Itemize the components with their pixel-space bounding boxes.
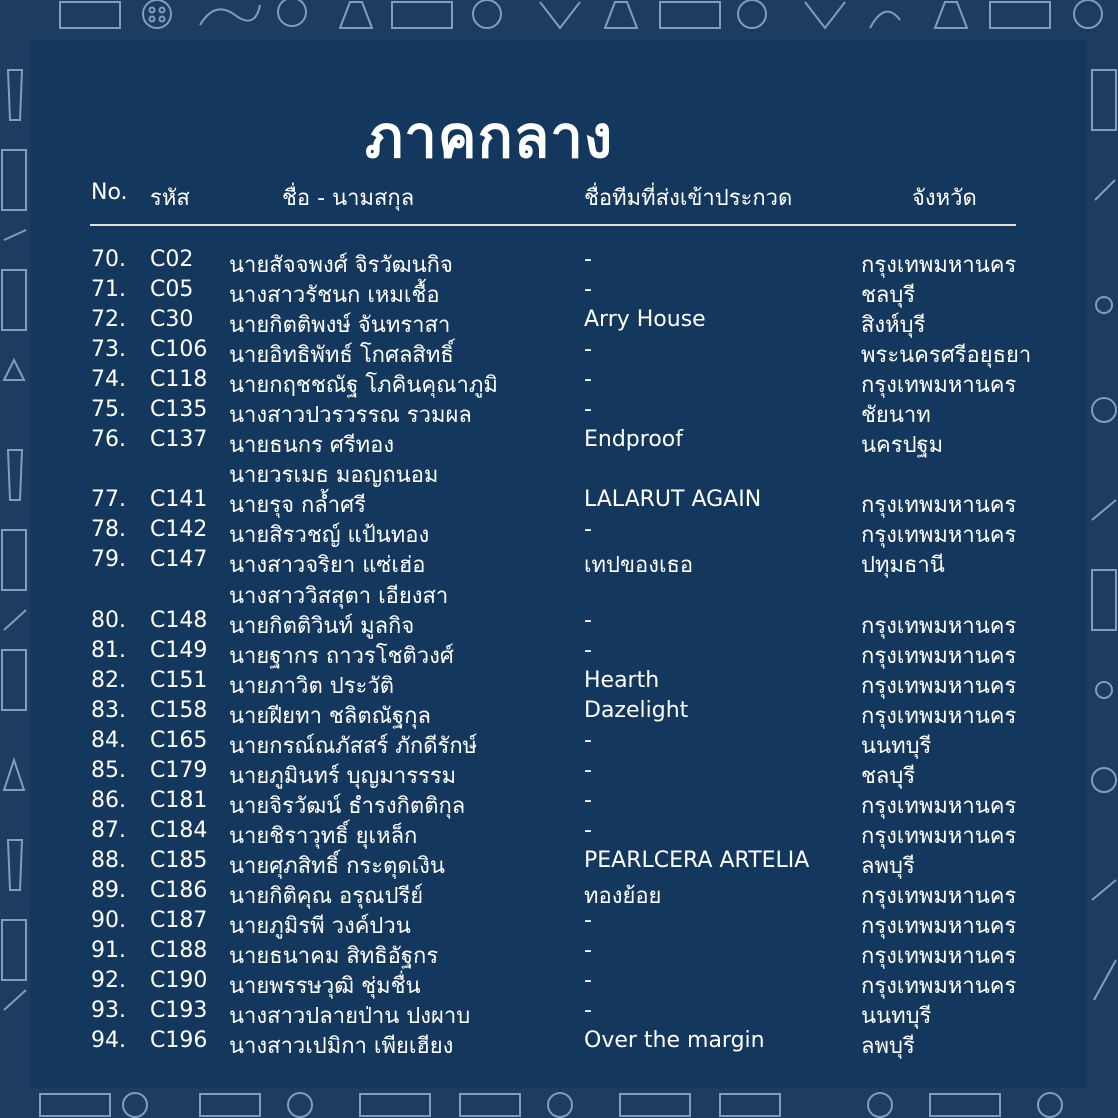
row-team: - (584, 517, 592, 542)
row-team: - (584, 638, 592, 663)
header-divider (90, 224, 1016, 226)
row-code: C196 (150, 1028, 208, 1053)
button-icon (1074, 0, 1102, 28)
header-team: ชื่อทีมที่ส่งเข้าประกวด (584, 186, 793, 211)
row-code: C158 (150, 698, 208, 723)
table-row (0, 758, 1118, 788)
row-name: นายภูมิรพี วงค์ปวน (229, 914, 411, 939)
row-name: นายธนกร ศรีทอง (229, 433, 395, 458)
table-row (0, 487, 1118, 517)
table-row (0, 668, 1118, 698)
table-row (0, 427, 1118, 457)
row-name: นายสัจจพงศ์ จิรวัฒนกิจ (229, 253, 453, 278)
table-row (0, 908, 1118, 938)
row-name: นายพรรษวุฒิ ชุ่มชื่น (229, 974, 421, 999)
row-province: กรุงเทพมหานคร (861, 704, 1017, 729)
row-province: กรุงเทพมหานคร (861, 253, 1017, 278)
row-team: Over the margin (584, 1028, 765, 1053)
row-team: LALARUT AGAIN (584, 487, 762, 512)
row-number: 88. (91, 848, 126, 873)
header-name: ชื่อ - นามสกุล (282, 186, 415, 211)
row-number: 91. (91, 938, 126, 963)
row-number: 80. (91, 608, 126, 633)
row-province: ลพบุรี (861, 1034, 915, 1059)
table-row (0, 878, 1118, 908)
row-team: ทองย้อย (584, 884, 662, 909)
row-number: 79. (91, 547, 126, 572)
row-number: 92. (91, 968, 126, 993)
row-code: C179 (150, 758, 208, 783)
row-team: Arry House (584, 307, 706, 332)
iron-icon (620, 1094, 690, 1116)
row-number: 72. (91, 307, 126, 332)
yarn-ball-icon (278, 0, 306, 26)
table-row (0, 1028, 1118, 1058)
row-code: C181 (150, 788, 208, 813)
row-province: กรุงเทพมหานคร (861, 614, 1017, 639)
row-code: C147 (150, 547, 208, 572)
row-team: เทปของเธอ (584, 553, 694, 578)
button-icon (123, 1093, 147, 1117)
row-name: นางสาวรัชนก เหมเชื้อ (229, 283, 440, 308)
table-row (0, 247, 1118, 277)
row-team: - (584, 998, 592, 1023)
scissors-icon (540, 2, 580, 28)
row-team: - (584, 908, 592, 933)
row-team: - (584, 367, 592, 392)
row-team: - (584, 758, 592, 783)
row-name: นายกฤชชณัฐ โภคินคุณาภูมิ (229, 373, 498, 398)
row-team: - (584, 337, 592, 362)
row-code: C165 (150, 728, 208, 753)
row-code: C30 (150, 307, 194, 332)
row-code: C193 (150, 998, 208, 1023)
header-no: No. (91, 180, 128, 205)
row-province: ชลบุรี (861, 764, 916, 789)
row-code: C02 (150, 247, 194, 272)
row-province: กรุงเทพมหานคร (861, 914, 1017, 939)
row-team: - (584, 788, 592, 813)
thread-icon (200, 5, 260, 25)
row-province: นครปฐม (861, 433, 944, 458)
row-province: กรุงเทพมหานคร (861, 373, 1017, 398)
table-row (0, 608, 1118, 638)
table-row (0, 698, 1118, 728)
row-name: นางสาววิสสุตา เอียงสา (229, 584, 449, 609)
row-code: C186 (150, 878, 208, 903)
row-province: ชัยนาท (861, 403, 931, 428)
row-name: นายจิรวัฒน์ ธำรงกิตติกุล (229, 794, 466, 819)
row-province: นนทบุรี (861, 734, 932, 759)
iron-icon (40, 1094, 110, 1116)
button-icon (143, 0, 171, 28)
row-province: ปทุมธานี (861, 553, 945, 578)
header-province: จังหวัด (912, 186, 977, 211)
row-province: กรุงเทพมหานคร (861, 884, 1017, 909)
row-province: พระนครศรีอยุธยา (861, 343, 1032, 368)
row-province: กรุงเทพมหานคร (861, 974, 1017, 999)
row-name: นายกรณ์ณภัสสร์ ภักดีรักษ์ (229, 734, 478, 759)
row-province: ลพบุรี (861, 854, 915, 879)
row-name: นายกิตติพงษ์ จันทราสา (229, 313, 451, 338)
row-number: 78. (91, 517, 126, 542)
row-team: - (584, 608, 592, 633)
row-name: นายภาวิต ประวัติ (229, 674, 395, 699)
row-province: กรุงเทพมหานคร (861, 644, 1017, 669)
row-name: นายฝียทา ชลิตณัฐกุล (229, 704, 431, 729)
table-row (0, 547, 1118, 577)
scissors-icon (805, 2, 845, 28)
button-icon (1038, 1093, 1062, 1117)
row-code: C148 (150, 608, 208, 633)
table-row (0, 457, 1118, 487)
row-name: นายศุภสิทธิ์ กระตุดเงิน (229, 854, 445, 879)
row-number: 86. (91, 788, 126, 813)
ruler-icon (60, 2, 120, 28)
ruler-icon (720, 1094, 780, 1116)
ruler-icon (392, 2, 452, 28)
row-number: 71. (91, 277, 126, 302)
row-province: นนทบุรี (861, 1004, 932, 1029)
ruler-icon (990, 2, 1050, 28)
table-row (0, 397, 1118, 427)
table-row (0, 337, 1118, 367)
row-province: กรุงเทพมหานคร (861, 493, 1017, 518)
row-name: นายสิรวชญ์ แป้นทอง (229, 523, 430, 548)
pincushion-icon (868, 1093, 892, 1117)
row-team: - (584, 247, 592, 272)
header-code: รหัส (150, 186, 190, 211)
row-province: สิงห์บุรี (861, 313, 926, 338)
row-team: PEARLCERA ARTELIA (584, 848, 810, 873)
row-team: - (584, 397, 592, 422)
row-team: - (584, 818, 592, 843)
ruler-icon (460, 1094, 520, 1116)
row-code: C05 (150, 277, 194, 302)
row-name: นายรุจ กล้ำศรี (229, 493, 366, 518)
table-row (0, 938, 1118, 968)
ruler-icon (660, 2, 720, 28)
row-code: C185 (150, 848, 208, 873)
row-code: C190 (150, 968, 208, 993)
dress-form-icon (8, 70, 22, 120)
row-name: นายวรเมธ มอญถนอม (229, 463, 439, 488)
table-row (0, 728, 1118, 758)
table-row (0, 968, 1118, 998)
button-icon (288, 1093, 312, 1117)
row-team: - (584, 968, 592, 993)
row-team: - (584, 728, 592, 753)
row-name: นายธนาคม สิทธิอัฐกร (229, 944, 439, 969)
row-code: C184 (150, 818, 208, 843)
button-icon (548, 1093, 572, 1117)
row-name: นายภูมินทร์ บุญมารรรม (229, 764, 457, 789)
row-name: นางสาวจริยา แซ่เฮ่อ (229, 553, 426, 578)
row-code: C187 (150, 908, 208, 933)
table-row (0, 517, 1118, 547)
table-row (0, 788, 1118, 818)
row-province: กรุงเทพมหานคร (861, 824, 1017, 849)
row-number: 90. (91, 908, 126, 933)
ruler-icon (200, 1094, 260, 1116)
row-number: 94. (91, 1028, 126, 1053)
iron-icon (360, 1094, 430, 1116)
row-team: - (584, 938, 592, 963)
button-icon (473, 0, 501, 28)
needle-icon (870, 12, 900, 28)
row-province: กรุงเทพมหานคร (861, 944, 1017, 969)
table-row (0, 578, 1118, 608)
row-number: 74. (91, 367, 126, 392)
row-number: 89. (91, 878, 126, 903)
needle-icon (4, 230, 26, 240)
button-icon (738, 0, 766, 28)
table-row (0, 638, 1118, 668)
row-code: C135 (150, 397, 208, 422)
row-code: C106 (150, 337, 208, 362)
row-name: นายฐากร ถาวรโชติวงศ์ (229, 644, 454, 669)
row-province: กรุงเทพมหานคร (861, 674, 1017, 699)
row-number: 82. (91, 668, 126, 693)
row-name: นายอิทธิพัทธ์ โกศลสิทธิ์ (229, 343, 454, 368)
needle-icon (1095, 180, 1115, 200)
row-number: 87. (91, 818, 126, 843)
table-row (0, 277, 1118, 307)
row-code: C118 (150, 367, 208, 392)
row-code: C141 (150, 487, 208, 512)
ruler-icon (1092, 70, 1116, 130)
table-row (0, 848, 1118, 878)
row-number: 70. (91, 247, 126, 272)
row-number: 75. (91, 397, 126, 422)
row-number: 84. (91, 728, 126, 753)
row-name: นางสาวเปมิกา เพียเฮียง (229, 1034, 454, 1059)
row-code: C137 (150, 427, 208, 452)
table-row (0, 307, 1118, 337)
iron-icon (930, 1094, 1000, 1116)
thimble-icon (605, 2, 637, 28)
row-number: 76. (91, 427, 126, 452)
row-team: - (584, 277, 592, 302)
row-team: Hearth (584, 668, 660, 693)
row-number: 81. (91, 638, 126, 663)
row-code: C142 (150, 517, 208, 542)
row-number: 85. (91, 758, 126, 783)
row-number: 83. (91, 698, 126, 723)
table-row (0, 367, 1118, 397)
page-title: ภาคกลาง (365, 103, 614, 171)
row-province: ชลบุรี (861, 283, 916, 308)
row-number: 73. (91, 337, 126, 362)
row-code: C149 (150, 638, 208, 663)
row-number: 93. (91, 998, 126, 1023)
row-code: C151 (150, 668, 208, 693)
row-province: กรุงเทพมหานคร (861, 523, 1017, 548)
row-code: C188 (150, 938, 208, 963)
row-name: นายชิราวุทธิ์ ยุเหล็ก (229, 824, 418, 849)
ruler-icon (2, 150, 26, 210)
row-name: นายกิตติวินท์ มูลกิจ (229, 614, 415, 639)
row-province: กรุงเทพมหานคร (861, 794, 1017, 819)
thimble-icon (935, 2, 967, 28)
table-row (0, 818, 1118, 848)
thimble-icon (340, 2, 372, 28)
table-row (0, 998, 1118, 1028)
row-name: นางสาวปวรวรรณ รวมผล (229, 403, 472, 428)
row-name: นายกิติคุณ อรุณปรีย์ (229, 884, 424, 909)
row-team: Dazelight (584, 698, 689, 723)
row-number: 77. (91, 487, 126, 512)
row-name: นางสาวปลายป่าน ปงผาบ (229, 1004, 471, 1029)
row-team: Endproof (584, 427, 683, 452)
